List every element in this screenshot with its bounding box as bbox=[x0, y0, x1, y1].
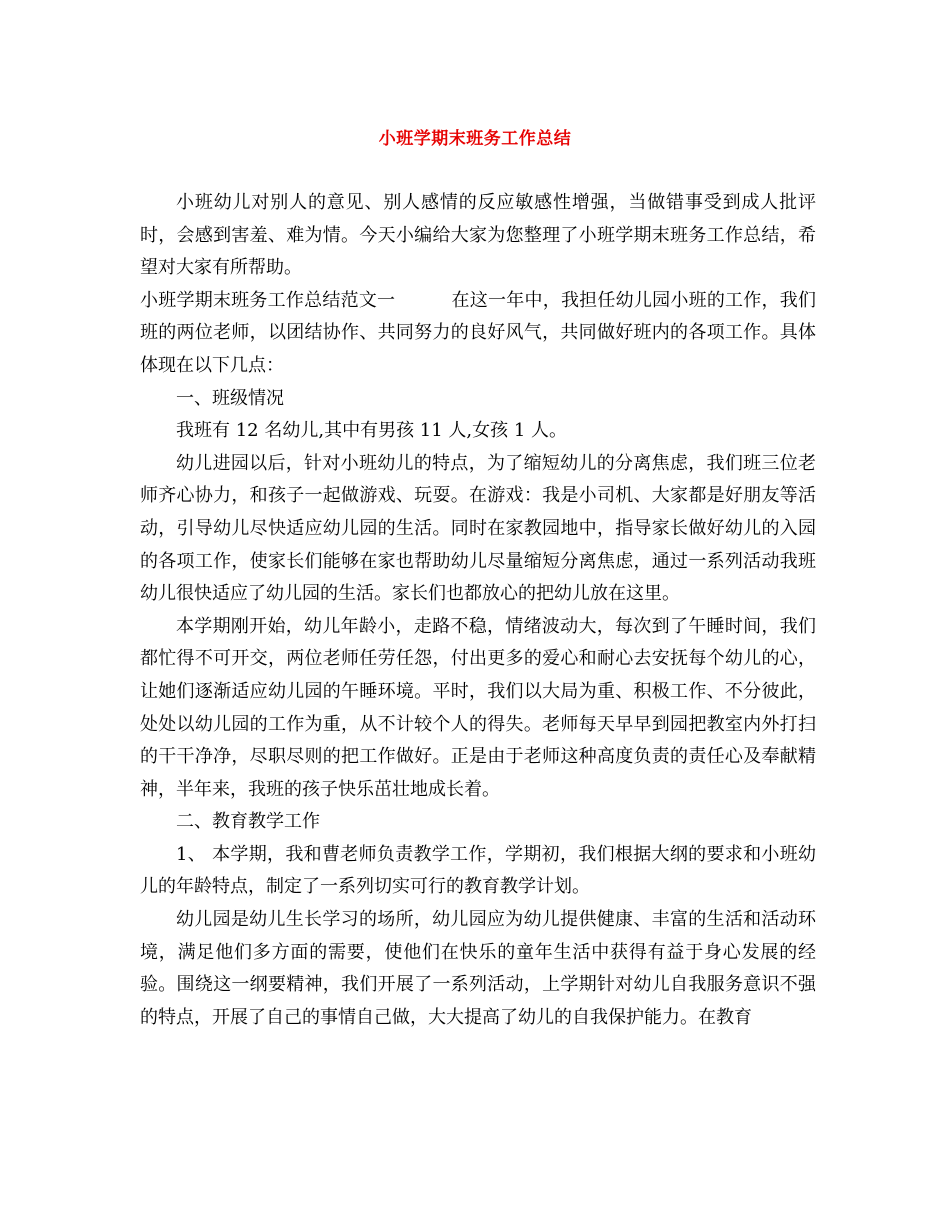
document-body bbox=[140, 187, 816, 1034]
environment-paragraph: 幼儿园是幼儿生长学习的场所，幼儿园应为幼儿提供健康、丰富的生活和活动环境，满足他们多方面的需要，使他们在快乐的童年生活中获得有益于身心发展的经验。围绕这一纲要精神，我们开展了一系列活动，上学期针对幼儿自我服务意识不强的特点，开展了自己的事情自己做，大大提高了幼儿的自我保护能力。在教育 bbox=[140, 909, 816, 1028]
section-heading-teaching: 二、教育教学工作 bbox=[176, 811, 320, 833]
teaching-item-1: 1、 本学期，我和曹老师负责教学工作，学期初，我们根据大纲的要求和小班幼儿的年龄特点，制定了一系列切实可行的教育教学计划。 bbox=[140, 843, 816, 898]
document-title: 小班学期末班务工作总结 bbox=[378, 129, 572, 149]
sample-paragraph bbox=[140, 285, 816, 383]
sample-heading: 小班学期末班务工作总结范文一 bbox=[140, 289, 396, 311]
class-stats-paragraph: 我班有 12 名幼儿,其中有男孩 11 人,女孩 1 人。 bbox=[176, 420, 568, 442]
sample-opening: 在这一年中，我担任幼儿园小班的工作，我们班的两位老师，以团结协作、共同努力的良好风气，共同做好班内的各项工作。具体体现在以下几点： bbox=[140, 289, 817, 376]
adjustment-paragraph: 幼儿进园以后，针对小班幼儿的特点，为了缩短幼儿的分离焦虑，我们班三位老师齐心协力，和孩子一起做游戏、玩耍。在游戏：我是小司机、大家都是好朋友等活动，引导幼儿尽快适应幼儿园的生活。同时在家教园地中，指导家长做好幼儿的入园的各项工作，使家长们能够在家也帮助幼儿尽量缩短分离焦虑，通过一系列活动我班幼儿很快适应了幼儿园的生活。家长们也都放心的把幼儿放在这里。 bbox=[140, 452, 816, 605]
intro-paragraph: 小班幼儿对别人的意见、别人感情的反应敏感性增强，当做错事受到成人批评时，会感到害羞、难为情。今天小编给大家为您整理了小班学期末班务工作总结，希望对大家有所帮助。 bbox=[140, 192, 816, 279]
nap-paragraph: 本学期刚开始，幼儿年龄小，走路不稳，情绪波动大，每次到了午睡时间，我们都忙得不可开交，两位老师任劳任怨，付出更多的爱心和耐心去安抚每个幼儿的心，让她们逐渐适应幼儿园的午睡环境。平时，我们以大局为重、积极工作、不分彼此，处处以幼儿园的工作为重，从不计较个人的得失。老师每天早早到园把教室内外打扫的干干净净，尽职尽则的把工作做好。正是由于老师这种高度负责的责任心及奉献精神，半年来，我班的孩子快乐茁壮地成长着。 bbox=[140, 615, 816, 800]
section-heading-class: 一、班级情况 bbox=[176, 387, 284, 409]
